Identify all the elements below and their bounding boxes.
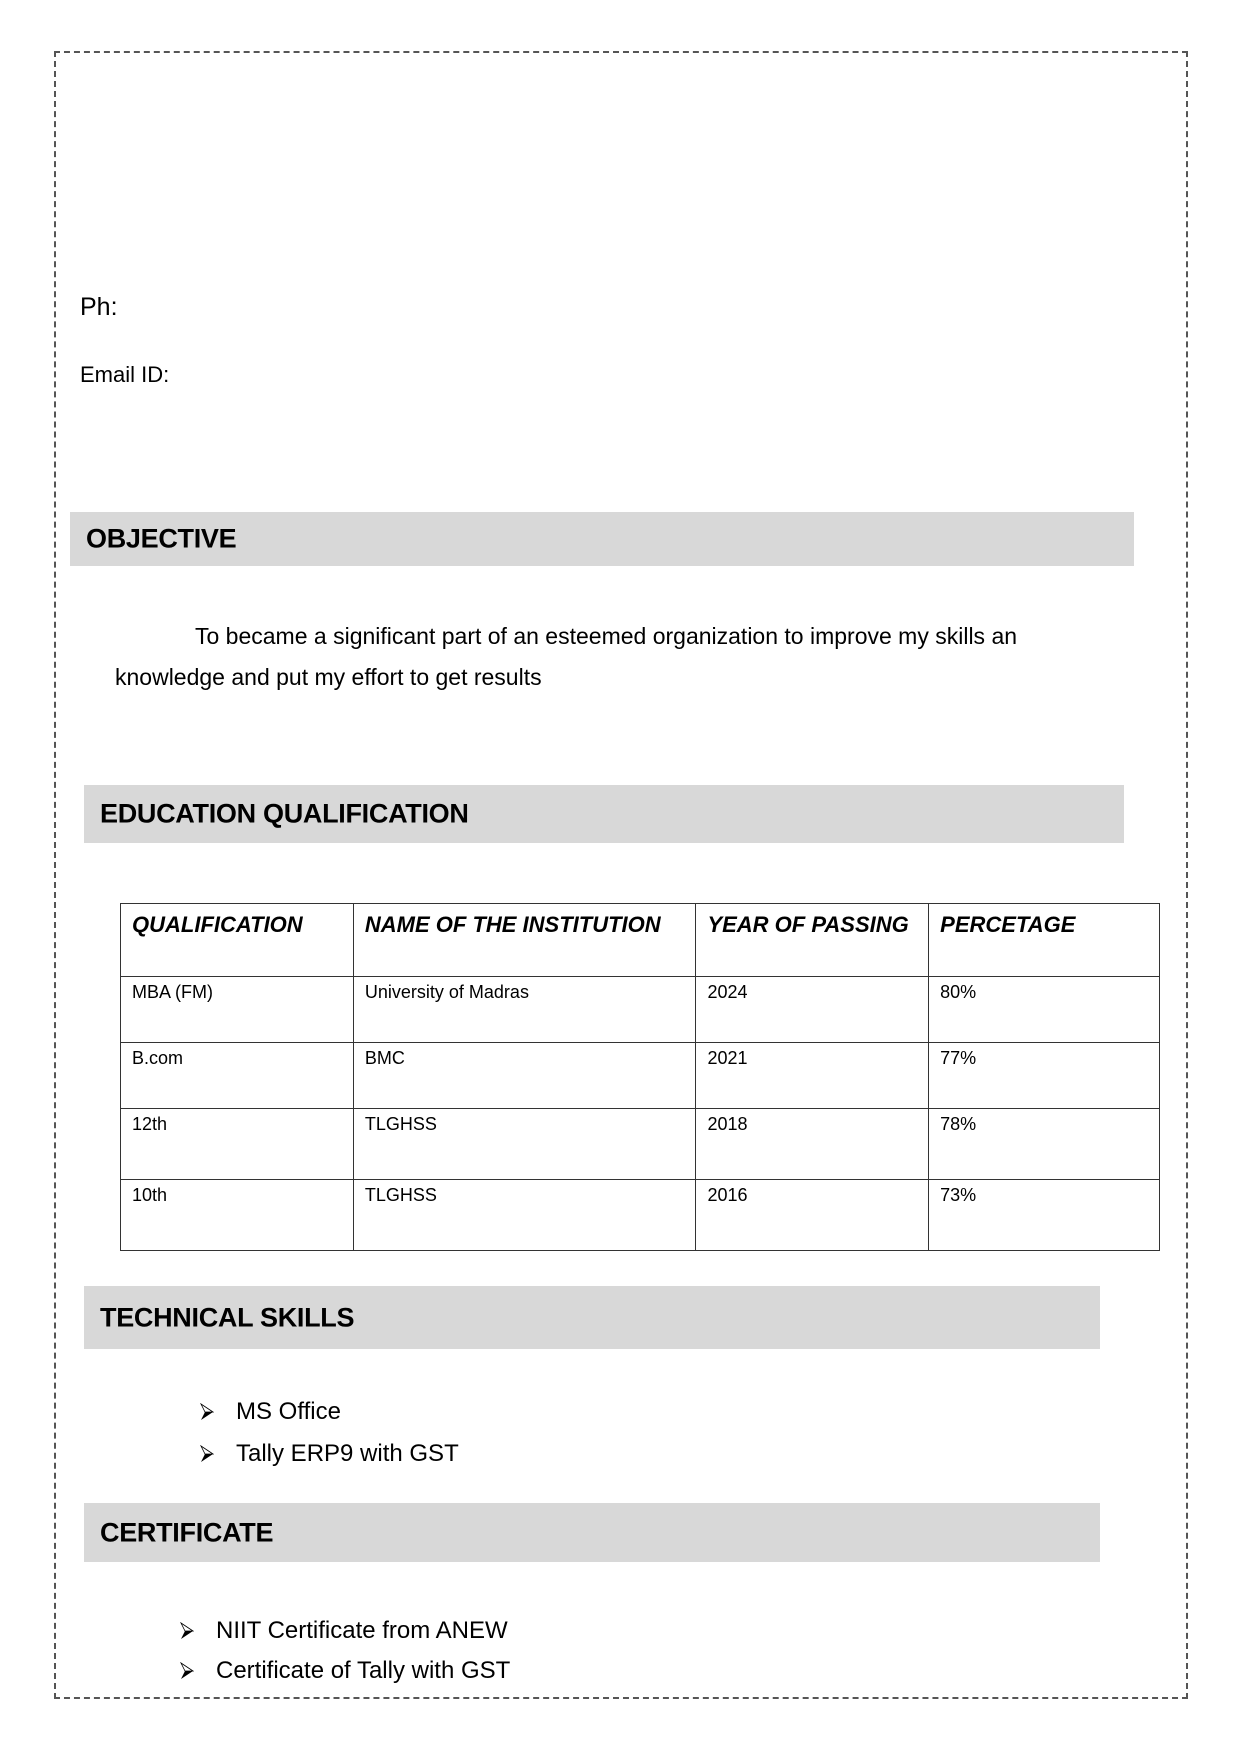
cell-qualification: 10th xyxy=(121,1180,354,1251)
cell-percentage: 77% xyxy=(929,1043,1160,1109)
header-institution: NAME OF THE INSTITUTION xyxy=(353,904,696,977)
certificate-item: NIIT Certificate from ANEW xyxy=(216,1617,508,1644)
list-item xyxy=(180,1657,510,1685)
cell-percentage: 80% xyxy=(929,977,1160,1043)
cell-percentage: 78% xyxy=(929,1109,1160,1180)
phone-label: Ph: xyxy=(80,293,118,321)
table-row xyxy=(121,1109,1160,1180)
cell-year: 2021 xyxy=(696,1043,929,1109)
table-row xyxy=(121,1180,1160,1251)
arrow-bullet-icon xyxy=(200,1403,214,1421)
arrow-bullet-icon xyxy=(180,1622,194,1640)
cell-year: 2024 xyxy=(696,977,929,1043)
cell-institution: TLGHSS xyxy=(353,1180,696,1251)
objective-text: To became a significant part of an esteemed organization to improve my skills an knowledge and put my effort to get results xyxy=(115,623,1018,690)
arrow-bullet-icon xyxy=(180,1662,194,1680)
education-table xyxy=(120,903,1160,1251)
cell-qualification: 12th xyxy=(121,1109,354,1180)
list-item xyxy=(200,1440,459,1468)
list-item xyxy=(180,1617,508,1645)
header-percentage: PERCETAGE xyxy=(929,904,1160,977)
certificate-item: Certificate of Tally with GST xyxy=(216,1657,511,1684)
education-title: EDUCATION QUALIFICATION xyxy=(100,798,469,829)
cell-year: 2018 xyxy=(696,1109,929,1180)
email-label: Email ID: xyxy=(80,362,170,387)
cell-qualification: B.com xyxy=(121,1043,354,1109)
table-row xyxy=(121,977,1160,1043)
technical-skills-title: TECHNICAL SKILLS xyxy=(100,1302,355,1332)
education-section-header xyxy=(84,785,1124,843)
table-row xyxy=(121,1043,1160,1109)
cell-percentage: 73% xyxy=(929,1180,1160,1251)
certificate-title: CERTIFICATE xyxy=(100,1517,274,1547)
objective-title: OBJECTIVE xyxy=(86,523,237,554)
table-header-row xyxy=(121,904,1160,977)
list-item xyxy=(200,1398,341,1426)
header-qualification: QUALIFICATION xyxy=(121,904,354,977)
cell-institution: University of Madras xyxy=(353,977,696,1043)
cell-institution: BMC xyxy=(353,1043,696,1109)
header-year: YEAR OF PASSING xyxy=(696,904,929,977)
arrow-bullet-icon xyxy=(200,1445,214,1463)
certificate-section-header xyxy=(84,1503,1100,1562)
cell-year: 2016 xyxy=(696,1180,929,1251)
skill-item: MS Office xyxy=(236,1398,341,1425)
skill-item: Tally ERP9 with GST xyxy=(236,1440,459,1467)
cell-qualification: MBA (FM) xyxy=(121,977,354,1043)
technical-skills-section-header xyxy=(84,1286,1100,1349)
objective-section-header xyxy=(70,512,1134,566)
cell-institution: TLGHSS xyxy=(353,1109,696,1180)
